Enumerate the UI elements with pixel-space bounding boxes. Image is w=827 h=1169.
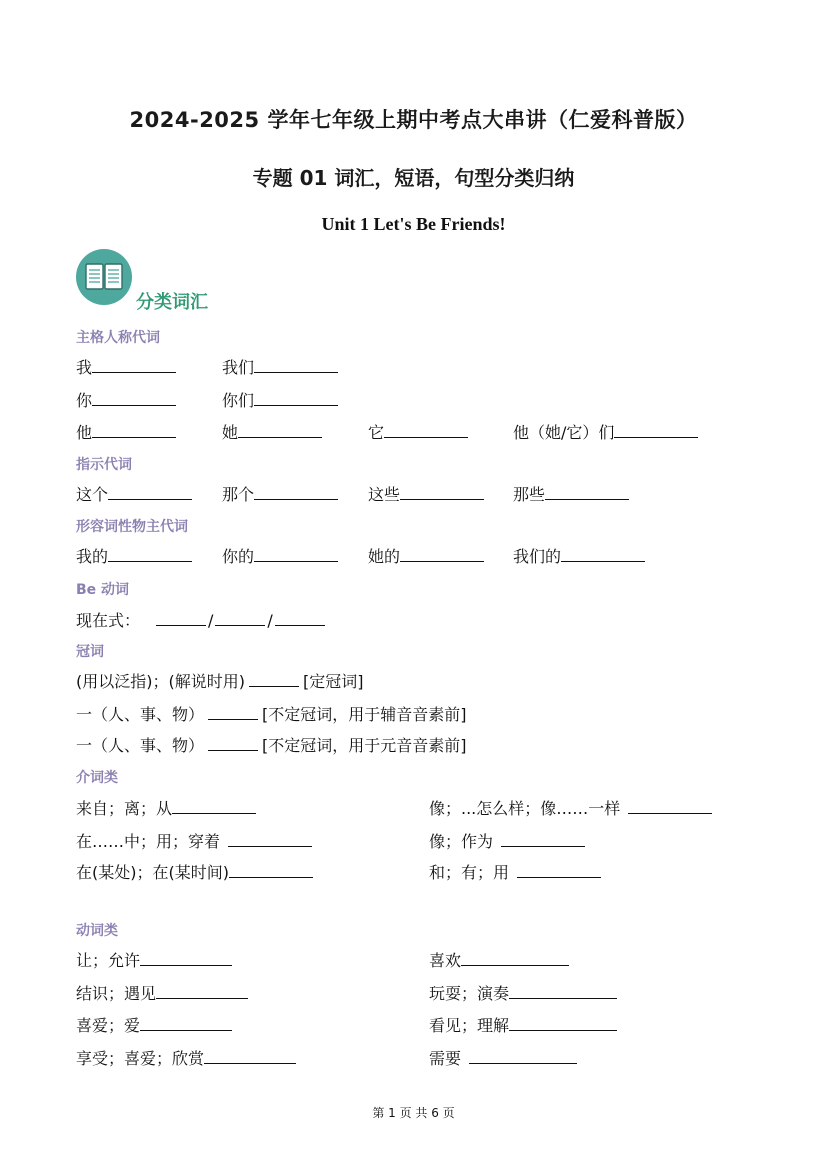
vocab-item: 一（人、事、物） [不定冠词，用于元音音素前] <box>76 736 467 755</box>
vocab-item: 像；作为 <box>429 829 585 852</box>
answer-blank[interactable] <box>238 423 322 438</box>
open-book-icon <box>85 262 123 292</box>
vocab-item: 看见；理解 <box>429 1013 617 1036</box>
answer-blank[interactable] <box>249 672 299 687</box>
vocab-item: 在……中；用；穿着 <box>76 829 312 852</box>
page-footer: 第 1 页 共 6 页 <box>372 1106 455 1120</box>
vocab-item: 享受；喜爱；欣赏 <box>76 1046 296 1069</box>
answer-blank[interactable] <box>254 547 338 562</box>
answer-blank[interactable] <box>509 1016 617 1031</box>
category-verbs: 动词类 <box>76 923 118 939</box>
vocab-item: 我的 <box>76 544 192 567</box>
vocab-item: 你 <box>76 388 176 411</box>
answer-blank[interactable] <box>501 832 585 847</box>
vocab-item: 他 <box>76 420 176 443</box>
category-subject-pronouns: 主格人称代词 <box>76 330 160 346</box>
vocab-item: 我们的 <box>513 544 645 567</box>
category-be-verbs: Be 动词 <box>76 582 130 598</box>
vocab-item: 他（她/它）们 <box>513 420 698 443</box>
vocab-item: 她 <box>222 420 322 443</box>
vocab-item: 我 <box>76 355 176 378</box>
vocab-item: 和；有；用 <box>429 860 601 883</box>
document-title: 2024-2025 学年七年级上期中考点大串讲（仁爱科普版） <box>129 108 698 132</box>
answer-blank[interactable] <box>254 485 338 500</box>
answer-blank[interactable] <box>400 547 484 562</box>
answer-blank[interactable] <box>172 799 256 814</box>
answer-blank[interactable] <box>400 485 484 500</box>
vocab-item: 这些 <box>368 482 484 505</box>
vocab-item: 她的 <box>368 544 484 567</box>
category-possessive-adjectives: 形容词性物主代词 <box>76 519 188 535</box>
vocab-item: 那个 <box>222 482 338 505</box>
answer-blank[interactable] <box>275 611 325 626</box>
vocab-item: 这个 <box>76 482 192 505</box>
vocab-item: 在(某处)；在(某时间) <box>76 860 313 883</box>
answer-blank[interactable] <box>208 705 258 720</box>
unit-title: Unit 1 Let's Be Friends! <box>321 214 506 234</box>
answer-blank[interactable] <box>254 391 338 406</box>
answer-blank[interactable] <box>561 547 645 562</box>
vocab-item: 结识；遇见 <box>76 981 248 1004</box>
vocab-item: 那些 <box>513 482 629 505</box>
answer-blank[interactable] <box>208 736 258 751</box>
vocab-item: 我们 <box>222 355 338 378</box>
section-heading: 分类词汇 <box>136 292 208 313</box>
answer-blank[interactable] <box>204 1049 296 1064</box>
answer-blank[interactable] <box>140 951 232 966</box>
answer-blank[interactable] <box>469 1049 577 1064</box>
vocab-item: 喜爱；爱 <box>76 1013 232 1036</box>
vocab-item: 它 <box>368 420 468 443</box>
answer-blank[interactable] <box>628 799 712 814</box>
answer-blank[interactable] <box>108 547 192 562</box>
category-prepositions: 介词类 <box>76 770 118 786</box>
answer-blank[interactable] <box>108 485 192 500</box>
document-subtitle: 专题 01 词汇，短语，句型分类归纳 <box>252 166 575 190</box>
answer-blank[interactable] <box>228 832 312 847</box>
book-badge <box>76 249 132 305</box>
vocab-item: 玩耍；演奏 <box>429 981 617 1004</box>
answer-blank[interactable] <box>384 423 468 438</box>
answer-blank[interactable] <box>545 485 629 500</box>
answer-blank[interactable] <box>254 358 338 373</box>
answer-blank[interactable] <box>156 611 206 626</box>
answer-blank[interactable] <box>461 951 569 966</box>
answer-blank[interactable] <box>614 423 698 438</box>
vocab-item: 需要 <box>429 1046 577 1069</box>
answer-blank[interactable] <box>92 358 176 373</box>
answer-blank[interactable] <box>215 611 265 626</box>
vocab-item: 喜欢 <box>429 948 569 971</box>
vocab-item: 你们 <box>222 388 338 411</box>
answer-blank[interactable] <box>92 423 176 438</box>
vocab-item: 一（人、事、物） [不定冠词，用于辅音音素前] <box>76 705 467 724</box>
answer-blank[interactable] <box>509 984 617 999</box>
vocab-item: 现在式： / / <box>76 608 325 631</box>
category-demonstratives: 指示代词 <box>76 457 132 473</box>
vocab-item: 你的 <box>222 544 338 567</box>
vocab-item: 像；...怎么样；像……一样 <box>429 796 712 819</box>
answer-blank[interactable] <box>140 1016 232 1031</box>
vocab-item: 来自；离；从 <box>76 796 256 819</box>
answer-blank[interactable] <box>229 863 313 878</box>
vocab-item: 让；允许 <box>76 948 232 971</box>
answer-blank[interactable] <box>92 391 176 406</box>
answer-blank[interactable] <box>156 984 248 999</box>
category-articles: 冠词 <box>76 644 104 660</box>
answer-blank[interactable] <box>517 863 601 878</box>
vocab-item: (用以泛指)；(解说时用) [定冠词] <box>76 672 364 691</box>
